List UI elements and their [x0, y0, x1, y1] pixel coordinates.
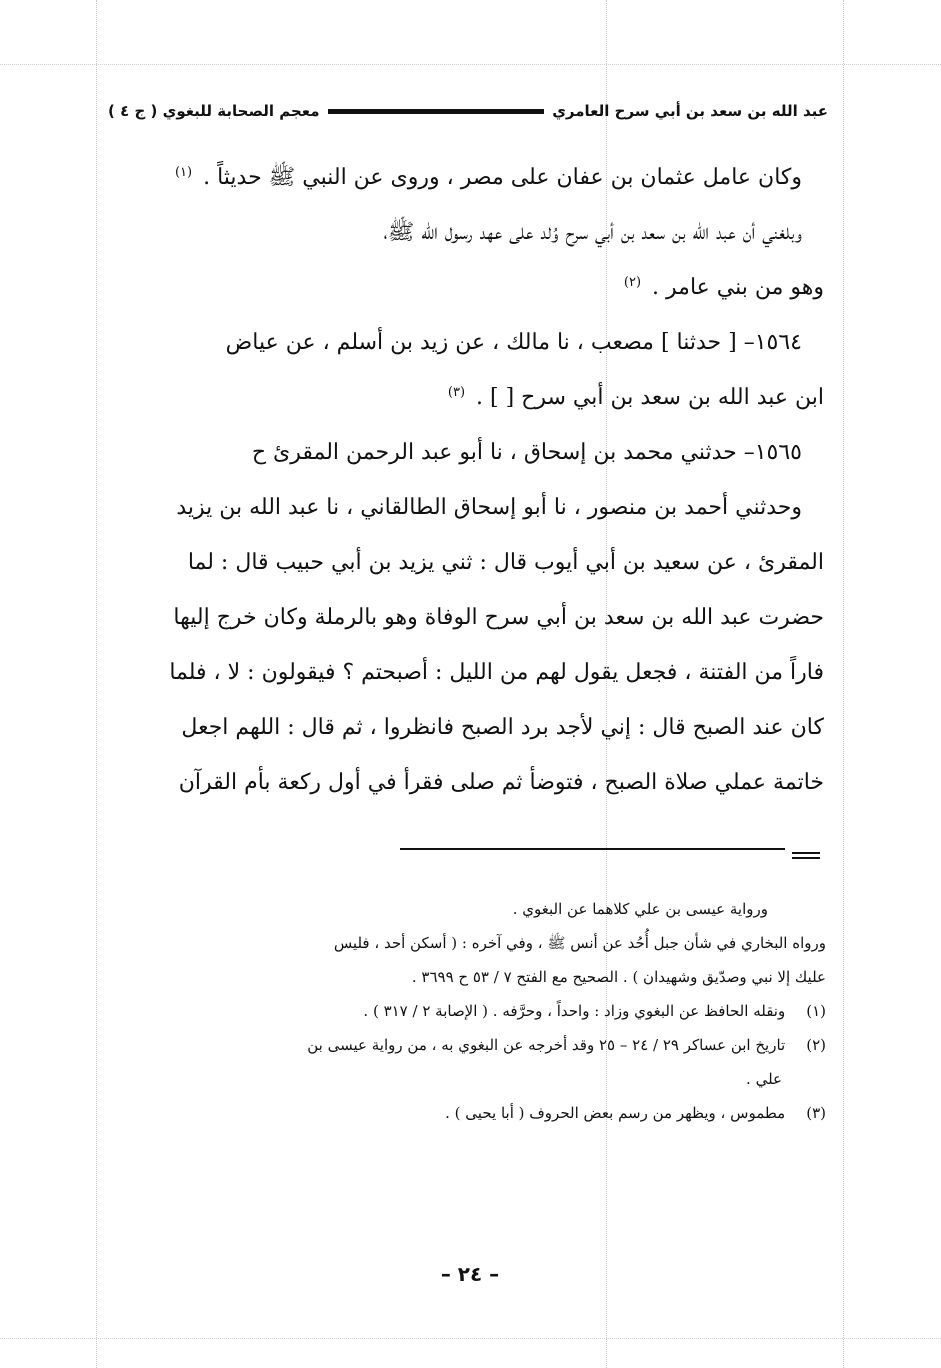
text-line: حضرت عبد الله بن سعد بن أبي سرح الوفاة وهو بالرملة وكان خرج إليها	[173, 605, 824, 630]
scan-guide-top	[0, 64, 941, 65]
footnote-mark-2: (٢)	[623, 274, 642, 290]
scan-guide-right	[843, 0, 844, 1368]
footnote-continuation: ورواه البخاري في شأن جبل أُحُد عن أنس ﷺ ، وفي آخره : ( أسكن أحد ، فليس	[333, 934, 826, 952]
text-line: وبلغني أن عبد الله بن سعد بن أبي سرح وُلد على عهد رسول الله ﷺ،	[383, 220, 802, 245]
footnotes	[112, 892, 826, 1130]
footnote-2-continuation: علي .	[746, 1070, 782, 1088]
header-left-title: معجم الصحابة للبغوي ( ج ٤ )	[108, 102, 320, 120]
footnote-3-number: (٣)	[806, 1104, 826, 1122]
footnote-2-text: تاريخ ابن عساكر ٢٩ / ٢٤ – ٢٥ وقد أخرجه عن البغوي به ، من رواية عيسى بن	[307, 1036, 786, 1054]
continuation-mark	[792, 852, 820, 860]
footnote-2-number: (٢)	[806, 1036, 826, 1054]
text-line: وهو من بني عامر . $^{(٢)}$	[623, 274, 824, 300]
footnote-3	[112, 1096, 826, 1130]
footnote-separator	[400, 848, 785, 850]
hadith-1565: ١٥٦٥– حدثني محمد بن إسحاق ، نا أبو عبد الرحمن المقرئ ح	[251, 440, 802, 465]
footnote-continuation: عليك إلا نبي وصدّيق وشهيدان ) . الصحيح مع الفتح ٧ / ٥٣ ح ٣٦٩٩ .	[411, 968, 826, 986]
header-right-title: عبد الله بن سعد بن أبي سرح العامري	[552, 102, 828, 120]
footnote-2	[112, 1028, 826, 1062]
text-line: وكان عامل عثمان بن عفان على مصر ، وروى عن النبي ﷺ حديثاً . $^{(١)}$	[174, 164, 802, 190]
footnote-continuation: ورواية عيسى بن علي كلاهما عن البغوي .	[512, 900, 768, 918]
scan-guide-bottom	[0, 1338, 941, 1339]
footnote-1-text: ونقله الحافظ عن البغوي وزاد : واحداً ، وحرَّفه . ( الإصابة ٢ / ٣١٧ ) .	[363, 1002, 786, 1020]
page-number: – ٢٤ –	[440, 1262, 500, 1286]
text-line: ابن عبد الله بن سعد بن أبي سرح [ ] . $^{(٣)}$	[447, 384, 824, 410]
hadith-1564: ١٥٦٤– [ حدثنا ] مصعب ، نا مالك ، عن زيد بن أسلم ، عن عياض	[225, 330, 802, 355]
footnote-1	[112, 994, 826, 1028]
footnote-mark-1: (١)	[174, 164, 193, 180]
footnote-1-number: (١)	[806, 1002, 826, 1020]
footnote-3-text: مطموس ، ويظهر من رسم بعض الحروف ( أبا يحيى ) .	[445, 1104, 786, 1122]
text-line: خاتمة عملي صلاة الصبح ، فتوضأ ثم صلى فقرأ في أول ركعة بأم القرآن	[178, 770, 824, 795]
main-text	[110, 150, 824, 810]
text-line: كان عند الصبح قال : إني لأجد برد الصبح فانظروا ، ثم قال : اللهم اجعل	[181, 715, 824, 740]
footnote-mark-3: (٣)	[447, 384, 466, 400]
text-line: فاراً من الفتنة ، فجعل يقول لهم من الليل : أصبحتم ؟ فيقولون : لا ، فلما	[169, 660, 824, 685]
scan-guide-left	[96, 0, 97, 1368]
running-header	[108, 96, 828, 126]
header-rule	[328, 109, 545, 114]
text-line: وحدثني أحمد بن منصور ، نا أبو إسحاق الطالقاني ، نا عبد الله بن يزيد	[176, 495, 802, 520]
text-line: المقرئ ، عن سعيد بن أبي أيوب قال : ثني يزيد بن أبي حبيب قال : لما	[187, 550, 824, 575]
